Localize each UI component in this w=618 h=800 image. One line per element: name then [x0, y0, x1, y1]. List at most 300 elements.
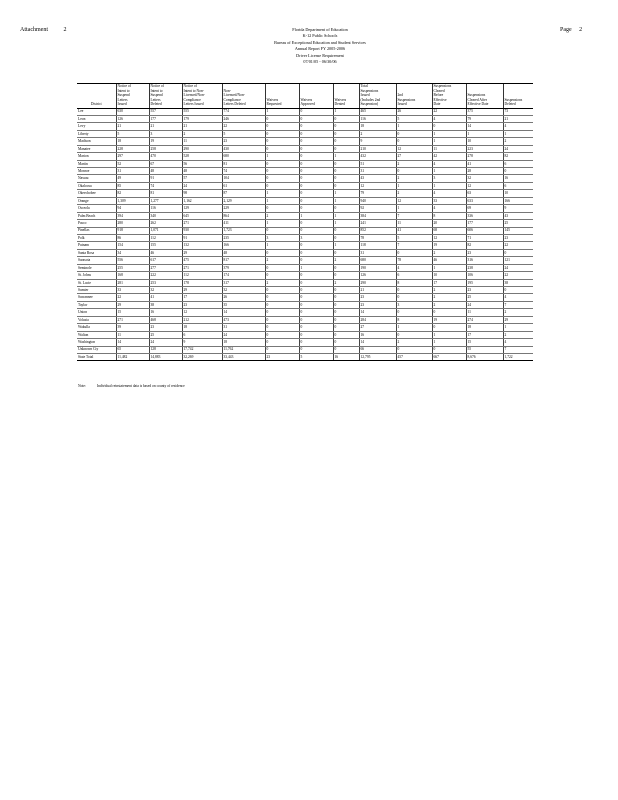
- table-cell: 0: [299, 168, 333, 175]
- table-cell: 12: [359, 182, 396, 189]
- table-cell: 26: [396, 108, 432, 115]
- table-cell: 12: [396, 145, 432, 152]
- table-cell: 48: [222, 249, 265, 256]
- column-header: [503, 84, 533, 109]
- table-cell: 86: [116, 234, 149, 241]
- table-cell: 155: [149, 242, 182, 249]
- table-cell: 0: [299, 190, 333, 197]
- table-cell: 23: [503, 234, 533, 241]
- table-cell: 557: [149, 108, 182, 115]
- table-cell: 24: [503, 264, 533, 271]
- table-cell: 4: [503, 294, 533, 301]
- table-cell: 145: [503, 227, 533, 234]
- column-header: [432, 84, 466, 109]
- table-cell: 0: [299, 316, 333, 323]
- table-cell: 24: [222, 331, 265, 338]
- district-name: Seminole: [77, 264, 116, 271]
- table-cell: 14: [116, 339, 149, 346]
- column-header: [265, 84, 299, 109]
- table-cell: 104: [222, 175, 265, 182]
- table-cell: 29: [503, 316, 533, 323]
- table-cell: 394: [116, 212, 149, 219]
- column-header: [359, 84, 396, 109]
- table-cell: 468: [149, 316, 182, 323]
- table-cell: 21: [182, 123, 222, 130]
- table-cell: 0: [299, 205, 333, 212]
- table-cell: 38: [149, 301, 182, 308]
- table-cell: 0: [265, 339, 299, 346]
- table-cell: 174: [222, 272, 265, 279]
- table-cell: 177: [149, 115, 182, 122]
- title-line: K-12 Public Schools: [302, 33, 338, 39]
- table-cell: 118: [359, 242, 396, 249]
- district-name: Union: [77, 309, 116, 316]
- table-row: [77, 108, 533, 115]
- table-cell: 11,762: [222, 346, 265, 353]
- table-row: [77, 160, 533, 167]
- table-row: [77, 264, 533, 271]
- table-cell: 81: [222, 160, 265, 167]
- table-row: [77, 212, 533, 219]
- column-header-label: Notice of Intent to Non- Licensed/Non- Compliance Letters Issued: [183, 84, 205, 106]
- table-cell: 91: [182, 234, 222, 241]
- table-cell: 0: [396, 346, 432, 353]
- table-cell: 3: [396, 301, 432, 308]
- table-cell: 65: [116, 346, 149, 353]
- table-cell: 17,742: [182, 346, 222, 353]
- table-cell: 0: [396, 331, 432, 338]
- table-cell: 61: [222, 182, 265, 189]
- table-cell: 31: [359, 249, 396, 256]
- table-cell: 74: [222, 168, 265, 175]
- column-header-label: Waivers Approved: [300, 97, 315, 106]
- table-cell: 168: [116, 272, 149, 279]
- table-cell: 2: [432, 294, 466, 301]
- table-cell: 31: [359, 168, 396, 175]
- district-name: Putnam: [77, 242, 116, 249]
- column-header-label: District: [90, 102, 102, 106]
- table-cell: 1: [432, 168, 466, 175]
- table-cell: 22: [116, 294, 149, 301]
- table-cell: 41: [396, 227, 432, 234]
- table-cell: 0: [299, 324, 333, 331]
- table-cell: 555: [182, 108, 222, 115]
- table-cell: 8: [396, 316, 432, 323]
- table-cell: 262: [149, 220, 182, 227]
- table-cell: 271: [182, 264, 222, 271]
- column-header-label: Notice of Intent to Suspend Letters Deleted: [150, 84, 164, 106]
- table-cell: 41: [149, 294, 182, 301]
- table-cell: 0: [265, 324, 299, 331]
- table-cell: 79: [466, 115, 503, 122]
- table-cell: 25: [149, 331, 182, 338]
- district-name: Marion: [77, 153, 116, 160]
- table-cell: 290: [182, 145, 222, 152]
- table-cell: 0: [299, 279, 333, 286]
- table-cell: 918: [116, 227, 149, 234]
- table-cell: 57: [182, 175, 222, 182]
- district-name: Liberty: [77, 130, 116, 137]
- table-cell: 43: [503, 212, 533, 219]
- table-cell: 0: [265, 249, 299, 256]
- title-line: 07/01/05 - 06/30/06: [303, 59, 337, 65]
- table-cell: 281: [116, 279, 149, 286]
- table-cell: 0: [299, 182, 333, 189]
- table-cell: 277: [149, 264, 182, 271]
- column-header-label: Suspensions Deleted: [504, 97, 523, 106]
- table-cell: 0: [333, 168, 359, 175]
- district-name: St. Johns: [77, 272, 116, 279]
- table-cell: 457: [396, 353, 432, 360]
- table-cell: 0: [503, 249, 533, 256]
- table-row: [77, 145, 533, 152]
- table-cell: 129: [182, 205, 222, 212]
- table-cell: 0: [333, 324, 359, 331]
- table-cell: 132: [182, 242, 222, 249]
- table-cell: 166: [222, 242, 265, 249]
- table-header-row: [77, 84, 533, 109]
- table-cell: 6: [503, 182, 533, 189]
- table-cell: 48: [149, 168, 182, 175]
- table-cell: 33,443: [222, 353, 265, 360]
- table-cell: 316: [466, 257, 503, 264]
- table-cell: 0: [299, 294, 333, 301]
- table-cell: 1: [396, 123, 432, 130]
- table-cell: 16: [503, 175, 533, 182]
- footnote: [78, 384, 195, 388]
- table-cell: 2: [265, 279, 299, 286]
- district-name: Orange: [77, 197, 116, 204]
- table-cell: 22: [503, 242, 533, 249]
- table-cell: 5: [396, 234, 432, 241]
- table-cell: 2: [432, 249, 466, 256]
- table-cell: 128: [149, 346, 182, 353]
- table-cell: 18: [466, 324, 503, 331]
- column-header: [333, 84, 359, 109]
- table-cell: 29: [182, 249, 222, 256]
- page-number: [560, 27, 588, 33]
- column-header-label: Total Suspensions Issued (Includes 2nd Suspension): [360, 84, 381, 106]
- table-cell: 2: [396, 175, 432, 182]
- table-row: [77, 197, 533, 204]
- table-cell: 94: [116, 205, 149, 212]
- table-cell: 23: [182, 301, 222, 308]
- table-cell: 645: [182, 212, 222, 219]
- page-word: Page: [560, 27, 572, 33]
- table-cell: 11: [466, 309, 503, 316]
- column-header-label: Non- Licensed/Non- Compliance Letters Deleted: [223, 88, 246, 106]
- table-row: [77, 205, 533, 212]
- table-cell: 0: [432, 123, 466, 130]
- table-cell: 0: [396, 294, 432, 301]
- table-row: [77, 130, 533, 137]
- table-cell: 23: [359, 301, 396, 308]
- table-cell: 0: [265, 175, 299, 182]
- table-cell: 1,722: [503, 353, 533, 360]
- district-name: Palm Beach: [77, 212, 116, 219]
- table-cell: 2: [359, 130, 396, 137]
- table-cell: 6: [182, 331, 222, 338]
- table-cell: 67: [149, 160, 182, 167]
- table-cell: 20: [432, 220, 466, 227]
- table-cell: 15: [116, 309, 149, 316]
- table-cell: 0: [432, 324, 466, 331]
- table-cell: 4: [432, 115, 466, 122]
- table-cell: 24: [466, 301, 503, 308]
- table-cell: 864: [222, 212, 265, 219]
- table-row: [77, 316, 533, 323]
- table-row: [77, 123, 533, 130]
- table-cell: 0: [503, 287, 533, 294]
- table-cell: 633: [466, 197, 503, 204]
- table-cell: 617: [149, 257, 182, 264]
- table-cell: 1,309: [116, 197, 149, 204]
- table-cell: 1: [432, 138, 466, 145]
- district-name: Volusia: [77, 316, 116, 323]
- district-name: Lee: [77, 108, 116, 115]
- table-cell: 69: [466, 205, 503, 212]
- district-name: Okaloosa: [77, 182, 116, 189]
- table-cell: 0: [265, 264, 299, 271]
- table-cell: 12: [396, 197, 432, 204]
- table-cell: 12: [466, 182, 503, 189]
- table-cell: 116: [149, 205, 182, 212]
- table-cell: 278: [466, 153, 503, 160]
- table-cell: 11: [116, 331, 149, 338]
- table-row: [77, 234, 533, 241]
- table-cell: 411: [222, 220, 265, 227]
- table-row: [77, 175, 533, 182]
- table-cell: 32,269: [182, 353, 222, 360]
- table-cell: 51: [359, 160, 396, 167]
- district-name: Monroe: [77, 168, 116, 175]
- table-cell: 0: [333, 309, 359, 316]
- table-cell: 68: [432, 227, 466, 234]
- table-cell: 126: [359, 272, 396, 279]
- table-cell: 21: [149, 123, 182, 130]
- table-cell: 0: [265, 115, 299, 122]
- table-cell: 116: [359, 115, 396, 122]
- table-cell: 0: [265, 160, 299, 167]
- district-name: Nassau: [77, 175, 116, 182]
- table-cell: 7: [503, 301, 533, 308]
- table-cell: 0: [265, 145, 299, 152]
- table-cell: 0: [299, 227, 333, 234]
- table-cell: 9: [503, 205, 533, 212]
- table-cell: 1: [265, 242, 299, 249]
- table-cell: 4: [396, 264, 432, 271]
- table-cell: 0: [333, 287, 359, 294]
- table-cell: 87: [222, 190, 265, 197]
- table-cell: 0: [333, 301, 359, 308]
- column-header-label: Suspensions Cleared After Effective Date: [467, 93, 489, 106]
- column-header: [466, 84, 503, 109]
- table-cell: 33: [432, 197, 466, 204]
- table-cell: 229: [222, 205, 265, 212]
- table-cell: 12: [182, 309, 222, 316]
- table-cell: 0: [265, 182, 299, 189]
- table-cell: 1: [333, 197, 359, 204]
- table-cell: 1: [265, 220, 299, 227]
- table-cell: 21: [503, 115, 533, 122]
- table-cell: 0: [265, 168, 299, 175]
- table-cell: 235: [222, 234, 265, 241]
- table-cell: 2: [432, 301, 466, 308]
- table-cell: 258: [149, 145, 182, 152]
- note-text: Individual reinstatement data is based on county of residence: [96, 384, 185, 388]
- table-cell: 29: [182, 287, 222, 294]
- table-cell: 0: [396, 138, 432, 145]
- table-cell: 8: [432, 212, 466, 219]
- table-cell: 930: [182, 227, 222, 234]
- table-cell: 39: [116, 324, 149, 331]
- table-cell: 1: [396, 182, 432, 189]
- district-name: Sarasota: [77, 257, 116, 264]
- district-name: Pasco: [77, 220, 116, 227]
- table-row: [77, 309, 533, 316]
- table-cell: 1: [333, 153, 359, 160]
- table-cell: 19: [432, 242, 466, 249]
- table-cell: 774: [222, 108, 265, 115]
- table-cell: 46: [149, 249, 182, 256]
- table-cell: 23: [265, 353, 299, 360]
- table-cell: 11: [396, 220, 432, 227]
- table-cell: 1: [432, 264, 466, 271]
- table-cell: 0: [333, 339, 359, 346]
- column-header: [149, 84, 182, 109]
- table-cell: 14,883: [149, 353, 182, 360]
- attachment-label: [20, 27, 81, 33]
- table-cell: 2: [432, 287, 466, 294]
- table-cell: 27: [396, 153, 432, 160]
- table-row: [77, 153, 533, 160]
- table-cell: 223: [466, 145, 503, 152]
- column-header: [77, 84, 116, 109]
- table-cell: 177: [466, 220, 503, 227]
- table-cell: 0: [333, 138, 359, 145]
- district-report-table: [77, 83, 533, 361]
- table-cell: 3: [149, 130, 182, 137]
- table-cell: 528: [182, 153, 222, 160]
- table-cell: 0: [299, 115, 333, 122]
- table-cell: 18: [359, 123, 396, 130]
- table-cell: 25: [466, 294, 503, 301]
- table-cell: 0: [333, 316, 359, 323]
- district-name: Levy: [77, 123, 116, 130]
- table-cell: 38: [503, 279, 533, 286]
- table-cell: 5: [396, 115, 432, 122]
- table-cell: 11: [182, 138, 222, 145]
- table-cell: 154: [116, 242, 149, 249]
- district-name: Santa Rosa: [77, 249, 116, 256]
- column-header-label: Waivers Denied: [334, 97, 347, 106]
- table-cell: 31: [222, 324, 265, 331]
- table-row: [77, 227, 533, 234]
- table-cell: 274: [466, 316, 503, 323]
- district-name: Walton: [77, 331, 116, 338]
- table-cell: 0: [265, 346, 299, 353]
- table-cell: 3: [432, 175, 466, 182]
- table-cell: 0: [299, 123, 333, 130]
- table-cell: 0: [396, 168, 432, 175]
- table-cell: 0: [299, 160, 333, 167]
- table-cell: 0: [299, 309, 333, 316]
- table-cell: 430: [222, 145, 265, 152]
- table-cell: 0: [333, 145, 359, 152]
- table-row: [77, 294, 533, 301]
- table-cell: 0: [333, 182, 359, 189]
- table-cell: 6: [503, 160, 533, 167]
- table-cell: 1,162: [182, 197, 222, 204]
- table-cell: 680: [359, 257, 396, 264]
- table-cell: 1: [299, 212, 333, 219]
- table-cell: 22: [432, 108, 466, 115]
- table-cell: 0: [299, 331, 333, 338]
- table-cell: 473: [222, 316, 265, 323]
- table-row: [77, 301, 533, 308]
- table-cell: 15: [466, 339, 503, 346]
- title-line: Florida Department of Education: [292, 27, 348, 32]
- table-cell: 0: [299, 301, 333, 308]
- table-cell: 212: [182, 316, 222, 323]
- table-cell: 12: [432, 234, 466, 241]
- table-cell: 0: [299, 272, 333, 279]
- table-cell: 0: [299, 257, 333, 264]
- table-cell: 0: [333, 205, 359, 212]
- table-cell: 19: [432, 316, 466, 323]
- table-row: [77, 331, 533, 338]
- table-cell: 1: [299, 264, 333, 271]
- table-cell: 66: [359, 346, 396, 353]
- table-cell: 21: [116, 123, 149, 130]
- table-cell: 2: [182, 130, 222, 137]
- table-cell: 17: [466, 331, 503, 338]
- table-cell: 2: [265, 212, 299, 219]
- table-cell: 92: [359, 205, 396, 212]
- table-cell: 7: [396, 242, 432, 249]
- table-cell: 190: [359, 264, 396, 271]
- table-cell: 2: [396, 160, 432, 167]
- table-cell: 46: [432, 257, 466, 264]
- table-body: [77, 108, 533, 361]
- district-name: Okeechobee: [77, 190, 116, 197]
- table-cell: 19: [149, 138, 182, 145]
- table-cell: 2: [503, 309, 533, 316]
- table-cell: 35: [222, 301, 265, 308]
- table-row: [77, 115, 533, 122]
- table-cell: 0: [333, 115, 359, 122]
- table-cell: 32: [222, 287, 265, 294]
- table-cell: 85: [116, 182, 149, 189]
- table-cell: 4: [503, 339, 533, 346]
- table-cell: 34: [116, 249, 149, 256]
- table-cell: 0: [265, 331, 299, 338]
- table-row: [77, 339, 533, 346]
- column-header: [116, 84, 149, 109]
- table-cell: 238: [466, 264, 503, 271]
- table-cell: 16: [149, 309, 182, 316]
- table-cell: 556: [116, 257, 149, 264]
- table-cell: 228: [116, 145, 149, 152]
- table-cell: 63: [466, 190, 503, 197]
- table-cell: 0: [299, 138, 333, 145]
- table-cell: 1: [396, 205, 432, 212]
- table-cell: 0: [265, 123, 299, 130]
- table-cell: 1: [333, 242, 359, 249]
- table-cell: 255: [116, 264, 149, 271]
- table-cell: 8: [396, 279, 432, 286]
- table-cell: 667: [432, 353, 466, 360]
